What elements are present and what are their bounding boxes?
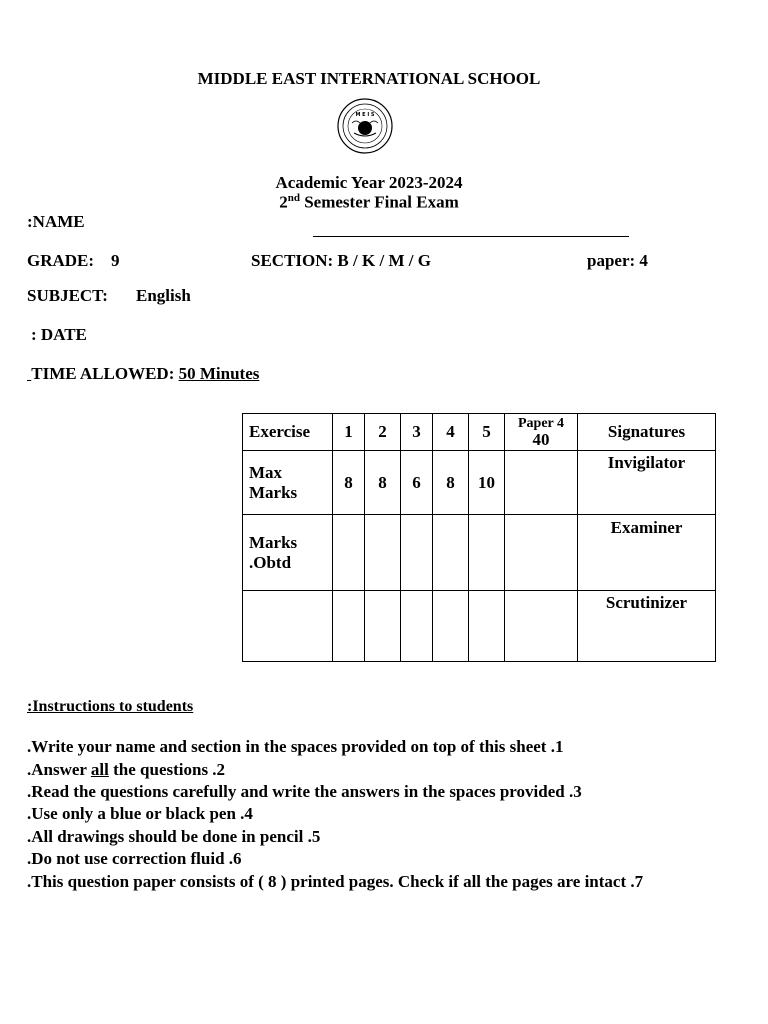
obtained-4[interactable] [433, 515, 469, 591]
table-row-header [243, 414, 716, 451]
time-value: 50 Minutes [178, 364, 260, 383]
marks-obtained-label: Marks .Obtd [243, 515, 333, 591]
invigilator-cell[interactable]: Invigilator [578, 451, 716, 515]
obtained-1[interactable] [333, 515, 365, 591]
extra-total[interactable] [505, 591, 578, 662]
date-label: : DATE [31, 325, 87, 344]
max-mark-1: 8 [333, 451, 365, 515]
exercise-header: Exercise [243, 414, 333, 451]
subject-value: English [136, 286, 191, 305]
exam-title: 2nd Semester Final Exam [279, 192, 459, 212]
time-allowed: TIME ALLOWED: 50 Minutes [31, 364, 260, 383]
exercise-4: 4 [433, 414, 469, 451]
paper-label: paper: 4 [587, 251, 648, 270]
exercise-3: 3 [401, 414, 433, 451]
svg-text:M E I S: M E I S [355, 112, 375, 118]
subject-label: SUBJECT: [27, 286, 108, 305]
extra-5[interactable] [469, 591, 505, 662]
grade-value: 9 [111, 251, 120, 270]
signatures-header: Signatures [578, 414, 716, 451]
extra-1[interactable] [333, 591, 365, 662]
section-label: SECTION: B / K / M / G [251, 251, 431, 270]
obtained-3[interactable] [401, 515, 433, 591]
instruction-4: .Use only a blue or black pen .4 [27, 804, 253, 823]
obtained-5[interactable] [469, 515, 505, 591]
max-mark-2: 8 [365, 451, 401, 515]
table-row-extra [243, 591, 716, 662]
school-name: MIDDLE EAST INTERNATIONAL SCHOOL [197, 69, 541, 88]
instructions-heading: :Instructions to students [27, 698, 194, 715]
instruction-5: .All drawings should be done in pencil .5 [27, 827, 321, 846]
table-row-obtained [243, 515, 716, 591]
name-line[interactable] [313, 236, 629, 237]
exercise-1: 1 [333, 414, 365, 451]
instruction-6: .Do not use correction fluid .6 [27, 849, 242, 868]
scrutinizer-cell[interactable]: Scrutinizer [578, 591, 716, 662]
table-row-max-marks [243, 451, 716, 515]
marks-table [242, 413, 716, 662]
exercise-5: 5 [469, 414, 505, 451]
instruction-7: .This question paper consists of ( 8 ) printed pages. Check if all the pages are intact .7 [27, 872, 644, 891]
paper-total-header: Paper 4 40 [505, 414, 578, 451]
obtained-total[interactable] [505, 515, 578, 591]
max-marks-label: Max Marks [243, 451, 333, 515]
max-mark-4: 8 [433, 451, 469, 515]
examiner-cell[interactable]: Examiner [578, 515, 716, 591]
instruction-1: .Write your name and section in the spaces provided on top of this sheet .1 [27, 737, 564, 756]
name-label: :NAME [27, 212, 85, 231]
extra-4[interactable] [433, 591, 469, 662]
max-mark-5: 10 [469, 451, 505, 515]
exercise-2: 2 [365, 414, 401, 451]
extra-3[interactable] [401, 591, 433, 662]
paper-total-max [505, 451, 578, 515]
max-mark-3: 6 [401, 451, 433, 515]
instruction-3: .Read the questions carefully and write the answers in the spaces provided .3 [27, 782, 582, 801]
academic-year: Academic Year 2023-2024 [275, 173, 463, 192]
extra-2[interactable] [365, 591, 401, 662]
obtained-2[interactable] [365, 515, 401, 591]
extra-label [243, 591, 333, 662]
grade-label: GRADE: [27, 251, 95, 270]
school-crest-icon [334, 97, 396, 155]
instruction-2: .Answer all the questions .2 [27, 760, 226, 779]
